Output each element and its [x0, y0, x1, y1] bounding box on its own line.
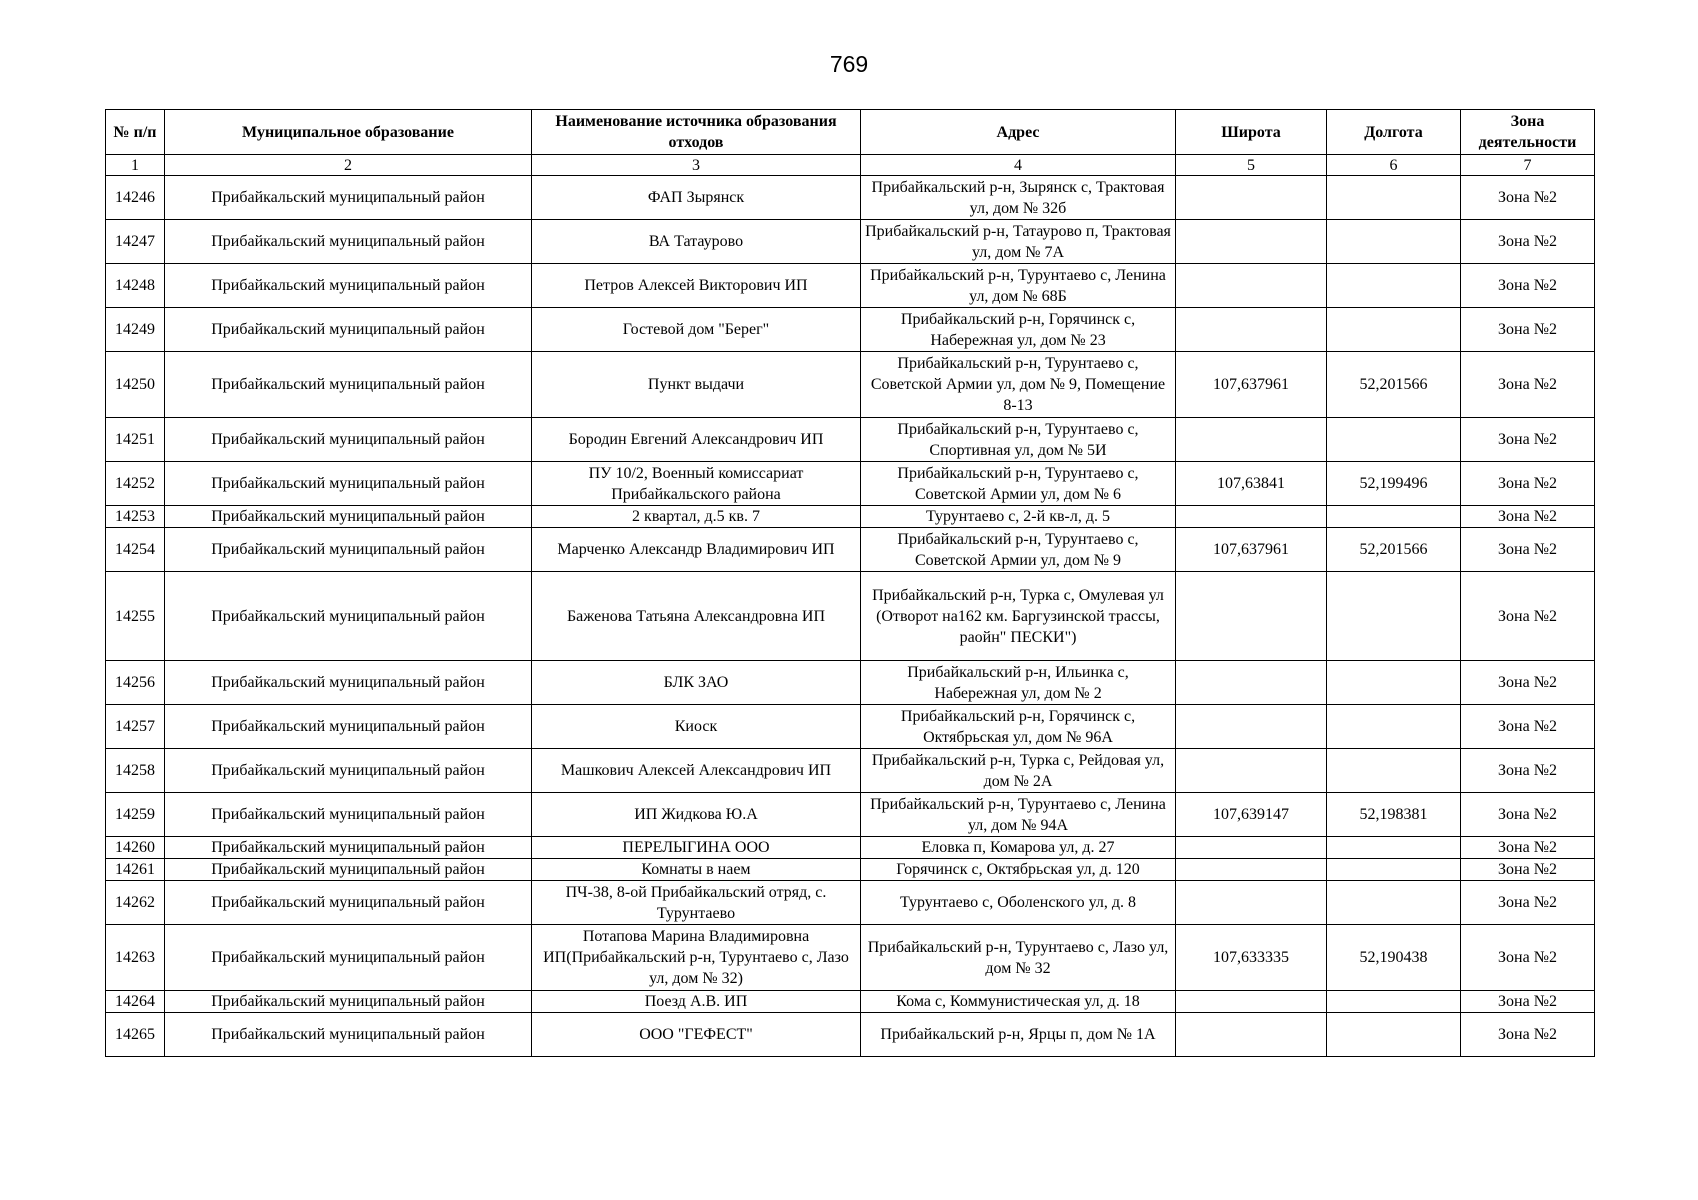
header-source: Наименование источника образования отходов	[532, 110, 861, 155]
cell-number: 14256	[106, 661, 165, 705]
table-row	[106, 1013, 1595, 1057]
cell-address: Прибайкальский р-н, Турка с, Омулевая ул (Отворот на162 км. Баргузинской трассы, раойн" ПЕСКИ")	[861, 572, 1176, 661]
cell-number: 14260	[106, 837, 165, 859]
cell-latitude	[1176, 572, 1327, 661]
table-row	[106, 418, 1595, 462]
cell-zone: Зона №2	[1461, 881, 1595, 925]
cell-latitude: 107,63841	[1176, 462, 1327, 506]
cell-zone: Зона №2	[1461, 220, 1595, 264]
cell-municipality: Прибайкальский муниципальный район	[165, 837, 532, 859]
cell-longitude: 52,201566	[1327, 352, 1461, 418]
cell-municipality: Прибайкальский муниципальный район	[165, 749, 532, 793]
column-index: 6	[1327, 155, 1461, 176]
cell-municipality: Прибайкальский муниципальный район	[165, 859, 532, 881]
cell-latitude	[1176, 308, 1327, 352]
cell-zone: Зона №2	[1461, 661, 1595, 705]
cell-source: ООО "ГЕФЕСТ"	[532, 1013, 861, 1057]
cell-number: 14249	[106, 308, 165, 352]
cell-longitude	[1327, 308, 1461, 352]
cell-zone: Зона №2	[1461, 528, 1595, 572]
cell-longitude: 52,201566	[1327, 528, 1461, 572]
cell-number: 14259	[106, 793, 165, 837]
cell-latitude: 107,637961	[1176, 352, 1327, 418]
cell-longitude	[1327, 1013, 1461, 1057]
cell-source: ПЧ-38, 8-ой Прибайкальский отряд, с. Турунтаево	[532, 881, 861, 925]
cell-longitude: 52,198381	[1327, 793, 1461, 837]
cell-number: 14254	[106, 528, 165, 572]
cell-longitude	[1327, 506, 1461, 528]
cell-number: 14265	[106, 1013, 165, 1057]
cell-zone: Зона №2	[1461, 859, 1595, 881]
cell-address: Прибайкальский р-н, Турунтаево с, Советской Армии ул, дом № 9, Помещение 8-13	[861, 352, 1176, 418]
cell-number: 14246	[106, 176, 165, 220]
cell-zone: Зона №2	[1461, 837, 1595, 859]
cell-longitude	[1327, 991, 1461, 1013]
header-number: № п/п	[106, 110, 165, 155]
cell-number: 14257	[106, 705, 165, 749]
header-address: Адрес	[861, 110, 1176, 155]
cell-municipality: Прибайкальский муниципальный район	[165, 1013, 532, 1057]
cell-municipality: Прибайкальский муниципальный район	[165, 661, 532, 705]
cell-municipality: Прибайкальский муниципальный район	[165, 418, 532, 462]
cell-number: 14253	[106, 506, 165, 528]
cell-source: БЛК ЗАО	[532, 661, 861, 705]
cell-address: Прибайкальский р-н, Турка с, Рейдовая ул, дом № 2А	[861, 749, 1176, 793]
cell-longitude	[1327, 220, 1461, 264]
cell-address: Прибайкальский р-н, Турунтаево с, Спортивная ул, дом № 5И	[861, 418, 1176, 462]
cell-municipality: Прибайкальский муниципальный район	[165, 881, 532, 925]
cell-latitude	[1176, 264, 1327, 308]
cell-latitude	[1176, 1013, 1327, 1057]
table-row	[106, 264, 1595, 308]
table-row	[106, 572, 1595, 661]
cell-number: 14264	[106, 991, 165, 1013]
cell-latitude	[1176, 418, 1327, 462]
cell-longitude	[1327, 264, 1461, 308]
cell-latitude: 107,633335	[1176, 925, 1327, 991]
cell-source: Баженова Татьяна Александровна ИП	[532, 572, 861, 661]
cell-longitude	[1327, 418, 1461, 462]
table-row	[106, 462, 1595, 506]
table-row	[106, 506, 1595, 528]
cell-zone: Зона №2	[1461, 705, 1595, 749]
cell-address: Еловка п, Комарова ул, д. 27	[861, 837, 1176, 859]
cell-source: Марченко Александр Владимирович ИП	[532, 528, 861, 572]
cell-municipality: Прибайкальский муниципальный район	[165, 793, 532, 837]
cell-zone: Зона №2	[1461, 352, 1595, 418]
cell-address: Прибайкальский р-н, Ильинка с, Набережная ул, дом № 2	[861, 661, 1176, 705]
cell-address: Прибайкальский р-н, Турунтаево с, Советской Армии ул, дом № 6	[861, 462, 1176, 506]
cell-address: Прибайкальский р-н, Турунтаево с, Советской Армии ул, дом № 9	[861, 528, 1176, 572]
cell-municipality: Прибайкальский муниципальный район	[165, 220, 532, 264]
cell-latitude	[1176, 881, 1327, 925]
column-index: 2	[165, 155, 532, 176]
column-index: 3	[532, 155, 861, 176]
cell-latitude: 107,639147	[1176, 793, 1327, 837]
cell-source: Комнаты в наем	[532, 859, 861, 881]
cell-longitude	[1327, 881, 1461, 925]
cell-number: 14258	[106, 749, 165, 793]
table-row	[106, 793, 1595, 837]
column-index: 4	[861, 155, 1176, 176]
cell-latitude: 107,637961	[1176, 528, 1327, 572]
cell-longitude: 52,190438	[1327, 925, 1461, 991]
header-municipality: Муниципальное образование	[165, 110, 532, 155]
cell-longitude	[1327, 572, 1461, 661]
table-row	[106, 925, 1595, 991]
cell-municipality: Прибайкальский муниципальный район	[165, 264, 532, 308]
cell-source: Киоск	[532, 705, 861, 749]
cell-latitude	[1176, 220, 1327, 264]
cell-longitude	[1327, 859, 1461, 881]
cell-number: 14262	[106, 881, 165, 925]
cell-latitude	[1176, 859, 1327, 881]
cell-zone: Зона №2	[1461, 176, 1595, 220]
cell-number: 14248	[106, 264, 165, 308]
column-index-row	[106, 155, 1595, 176]
cell-longitude: 52,199496	[1327, 462, 1461, 506]
cell-zone: Зона №2	[1461, 991, 1595, 1013]
cell-source: Поезд А.В. ИП	[532, 991, 861, 1013]
cell-zone: Зона №2	[1461, 462, 1595, 506]
cell-municipality: Прибайкальский муниципальный район	[165, 572, 532, 661]
cell-address: Прибайкальский р-н, Ярцы п, дом № 1А	[861, 1013, 1176, 1057]
cell-number: 14251	[106, 418, 165, 462]
header-longitude: Долгота	[1327, 110, 1461, 155]
cell-latitude	[1176, 749, 1327, 793]
cell-number: 14252	[106, 462, 165, 506]
cell-longitude	[1327, 837, 1461, 859]
cell-latitude	[1176, 506, 1327, 528]
cell-zone: Зона №2	[1461, 506, 1595, 528]
cell-zone: Зона №2	[1461, 925, 1595, 991]
cell-source: ИП Жидкова Ю.А	[532, 793, 861, 837]
cell-latitude	[1176, 991, 1327, 1013]
cell-source: ФАП Зырянск	[532, 176, 861, 220]
cell-source: Петров Алексей Викторович ИП	[532, 264, 861, 308]
cell-zone: Зона №2	[1461, 749, 1595, 793]
cell-number: 14247	[106, 220, 165, 264]
table-row	[106, 881, 1595, 925]
cell-zone: Зона №2	[1461, 793, 1595, 837]
table-row	[106, 991, 1595, 1013]
cell-municipality: Прибайкальский муниципальный район	[165, 528, 532, 572]
cell-address: Прибайкальский р-н, Турунтаево с, Лазо ул, дом № 32	[861, 925, 1176, 991]
cell-municipality: Прибайкальский муниципальный район	[165, 462, 532, 506]
cell-longitude	[1327, 661, 1461, 705]
cell-address: Горячинск с, Октябрьская ул, д. 120	[861, 859, 1176, 881]
cell-address: Турунтаево с, Оболенского ул, д. 8	[861, 881, 1176, 925]
cell-latitude	[1176, 176, 1327, 220]
cell-address: Прибайкальский р-н, Горячинск с, Набережная ул, дом № 23	[861, 308, 1176, 352]
cell-address: Прибайкальский р-н, Татаурово п, Трактовая ул, дом № 7А	[861, 220, 1176, 264]
cell-address: Прибайкальский р-н, Зырянск с, Трактовая ул, дом № 32б	[861, 176, 1176, 220]
cell-latitude	[1176, 661, 1327, 705]
table-row	[106, 528, 1595, 572]
cell-source: Гостевой дом "Берег"	[532, 308, 861, 352]
table-row	[106, 859, 1595, 881]
cell-number: 14255	[106, 572, 165, 661]
cell-source: ПЕРЕЛЫГИНА ООО	[532, 837, 861, 859]
cell-zone: Зона №2	[1461, 572, 1595, 661]
cell-address: Турунтаево с, 2-й кв-л, д. 5	[861, 506, 1176, 528]
table-row	[106, 352, 1595, 418]
cell-municipality: Прибайкальский муниципальный район	[165, 705, 532, 749]
table-row	[106, 176, 1595, 220]
column-index: 1	[106, 155, 165, 176]
column-index: 7	[1461, 155, 1595, 176]
header-row	[106, 110, 1595, 155]
cell-source: ВА Татаурово	[532, 220, 861, 264]
cell-address: Кома с, Коммунистическая ул, д. 18	[861, 991, 1176, 1013]
cell-municipality: Прибайкальский муниципальный район	[165, 506, 532, 528]
cell-municipality: Прибайкальский муниципальный район	[165, 176, 532, 220]
cell-longitude	[1327, 749, 1461, 793]
cell-address: Прибайкальский р-н, Горячинск с, Октябрьская ул, дом № 96А	[861, 705, 1176, 749]
cell-source: Машкович Алексей Александрович ИП	[532, 749, 861, 793]
cell-number: 14261	[106, 859, 165, 881]
table-row	[106, 837, 1595, 859]
table-body	[106, 176, 1595, 1057]
table-row	[106, 308, 1595, 352]
cell-municipality: Прибайкальский муниципальный район	[165, 925, 532, 991]
cell-number: 14263	[106, 925, 165, 991]
table-row	[106, 705, 1595, 749]
table-row	[106, 661, 1595, 705]
column-index: 5	[1176, 155, 1327, 176]
cell-address: Прибайкальский р-н, Турунтаево с, Ленина ул, дом № 68Б	[861, 264, 1176, 308]
cell-number: 14250	[106, 352, 165, 418]
cell-longitude	[1327, 176, 1461, 220]
waste-source-table	[105, 109, 1595, 1057]
cell-longitude	[1327, 705, 1461, 749]
cell-municipality: Прибайкальский муниципальный район	[165, 991, 532, 1013]
cell-source: Пункт выдачи	[532, 352, 861, 418]
cell-zone: Зона №2	[1461, 308, 1595, 352]
cell-zone: Зона №2	[1461, 1013, 1595, 1057]
table-row	[106, 220, 1595, 264]
cell-municipality: Прибайкальский муниципальный район	[165, 352, 532, 418]
table-row	[106, 749, 1595, 793]
cell-source: ПУ 10/2, Военный комиссариат Прибайкальского района	[532, 462, 861, 506]
cell-source: Потапова Марина Владимировна ИП(Прибайкальский р-н, Турунтаево с, Лазо ул, дом № 32)	[532, 925, 861, 991]
cell-latitude	[1176, 837, 1327, 859]
cell-source: 2 квартал, д.5 кв. 7	[532, 506, 861, 528]
page-number: 769	[829, 51, 869, 77]
cell-latitude	[1176, 705, 1327, 749]
cell-source: Бородин Евгений Александрович ИП	[532, 418, 861, 462]
cell-zone: Зона №2	[1461, 418, 1595, 462]
cell-zone: Зона №2	[1461, 264, 1595, 308]
cell-municipality: Прибайкальский муниципальный район	[165, 308, 532, 352]
header-zone: Зона деятельности	[1461, 110, 1595, 155]
header-latitude: Широта	[1176, 110, 1327, 155]
cell-address: Прибайкальский р-н, Турунтаево с, Ленина ул, дом № 94А	[861, 793, 1176, 837]
